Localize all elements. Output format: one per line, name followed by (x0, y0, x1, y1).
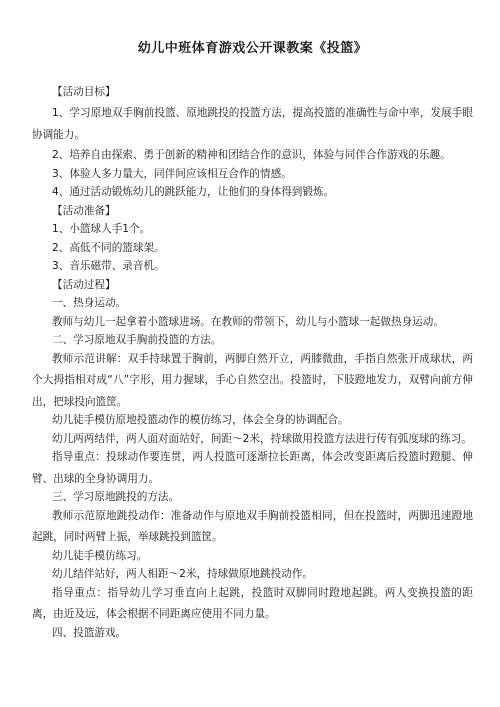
process-step: 四、投篮游戏。 (52, 626, 127, 639)
prep-item: 3、音乐磁带、录音机。 (52, 260, 165, 272)
goal-item: 2、培养自由探索、勇于创新的精神和团结合作的意识，体验与同伴合作游戏的乐趣。 (52, 149, 451, 161)
goal-item: 3、体验人多力量大，同伴间应该相互合作的情感。 (52, 167, 292, 180)
process-text: 幼儿徒手模仿原地投篮动作的模仿练习，体会全身的协调配合。 (52, 414, 349, 426)
process-step: 三、学习原地跳投的方法。 (52, 491, 180, 503)
process-step: 一、热身运动。 (52, 297, 127, 309)
process-step: 二、学习原地双手胸前投篮的方法。 (52, 334, 222, 346)
process-text: 教师与幼儿一起拿着小篮球进场。在教师的带领下，幼儿与小篮球一起做热身运动。 (52, 315, 444, 328)
document-title: 幼儿中班体育游戏公开课教案《投篮》 (137, 41, 368, 56)
goal-item: 4、通过活动锻炼幼儿的跳跃能力，让他们的身体得到锻炼。 (52, 186, 335, 198)
prep-item: 1、小篮球人手1个。 (52, 223, 151, 235)
process-text: 幼儿两两结伴，两人面对面站好，间距～2米，持球做用投篮方法进行传有弧度球的练习。 (52, 432, 472, 445)
section-header-process: 【活动过程】 (52, 278, 116, 291)
process-text: 幼儿结伴站好，两人相距～2米，持球做原地跳投动作。 (52, 568, 313, 580)
process-text: 指导重点：指导幼儿学习垂直向上起跳，投篮时双脚同时蹬地起跳。两人变换投篮的距离，由近及远，体会根据不同距离应使用不同力量。 (32, 586, 473, 620)
section-header-goals: 【活动目标】 (52, 86, 116, 98)
process-text: 教师示范原地跳投动作：准备动作与原地双手胸前投篮相同，但在投篮时，两脚迅速蹬地起跳，同时两臂上振，举球跳投到篮筐。 (32, 509, 473, 543)
prep-item: 2、高低不同的篮球架。 (52, 241, 165, 254)
process-text: 教师示范讲解：双手持球置于胸前，两脚自然开立，两膝微曲，手指自然张开成球状，两个大拇指相对成“八”字形，用力握球，手心自然空出。投篮时，下肢蹬地发力，双臂向前方伸出，把球投向篮筐。 (32, 352, 473, 408)
process-text: 幼儿徒手模仿练习。 (52, 549, 148, 562)
section-header-prep: 【活动准备】 (52, 204, 116, 217)
process-text: 指导重点：投球动作要连贯，两人投篮可逐渐拉长距离，体会改变距离后投篮时蹬腿、伸臂、出球的全身协调用力。 (32, 451, 473, 485)
goal-item: 1、学习原地双手胸前投篮、原地跳投的投篮方法，提高投篮的准确性与命中率，发展手眼协调能力。 (32, 107, 473, 141)
